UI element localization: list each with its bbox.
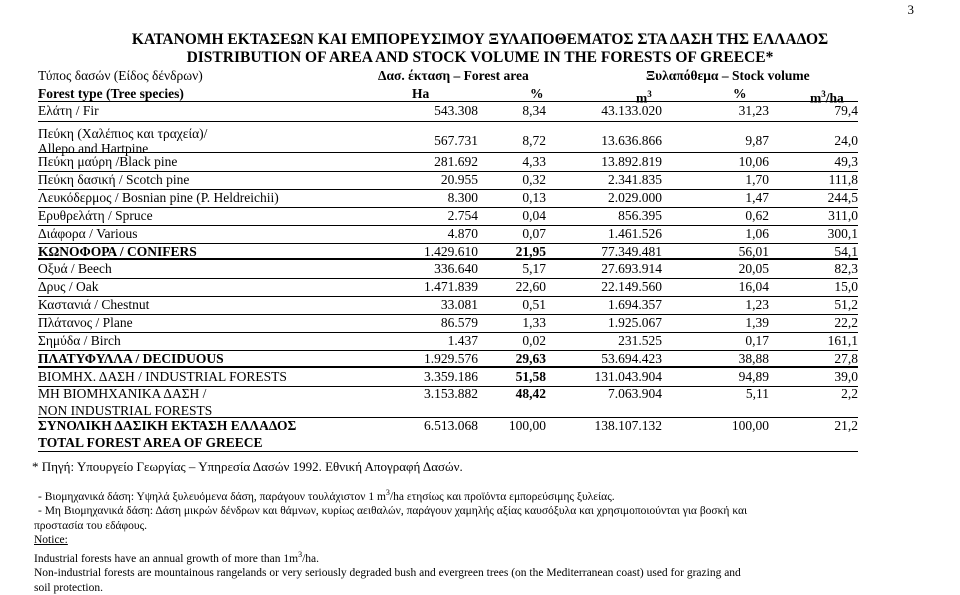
note-nonindustrial-en: Non-industrial forests are mountainous rangelands or very seriously degraded bush and evergreen trees (on the Mediterranean coast) used for grazing and [34, 567, 741, 580]
header-area-label: Δασ. έκταση – Forest area [378, 68, 529, 83]
header-m3ha: $m^3/ha$ [810, 89, 844, 106]
rule-bottom [38, 451, 858, 452]
header-pct2: % [733, 86, 747, 101]
header-type-greek: Τύπος δασών (Είδος δένδρων) [38, 68, 203, 83]
header-stock-label: Ξυλαπόθεμα – Stock volume [646, 68, 810, 83]
header-type-english: Forest type (Tree species) [38, 86, 184, 101]
header-pct1: % [530, 86, 544, 101]
title-english: DISTRIBUTION OF AREA AND STOCK VOLUME IN THE FORESTS OF GREECE* [186, 49, 774, 66]
row-divider [38, 258, 858, 260]
note-nonindustrial-gr: - Μη Βιομηχανικά δάση: Δάση μικρών δένδρων και θάμνων, κυρίως αειθαλών, παράγουν χαμηλής αξίας καυσόξυλα και χρησιμοποιούνται για βοσκή και [38, 505, 748, 518]
header-m3: $m^3$ [636, 89, 652, 106]
title-greek: ΚΑΤΑΝΟΜΗ ΕΚΤΑΣΕΩΝ ΚΑΙ ΕΜΠΟΡΕΥΣΙΜΟΥ ΞΥΛΑΠΟΘΕΜΑΤΟΣ ΣΤΑ ΔΑΣΗ ΤΗΣ ΕΛΛΑΔΟΣ [131, 31, 829, 48]
note-nonindustrial-gr-cont: προστασία του εδάφους. [34, 519, 148, 532]
notice-label: Notice: [34, 534, 68, 547]
notes-block [34, 486, 918, 595]
page-number: 3 [907, 2, 914, 17]
rule-header [38, 101, 858, 102]
row-divider [38, 366, 858, 368]
note-industrial-gr: - Βιομηχανικά δάση: Υψηλά ξυλευόμενα δάση, παράγουν τουλάχιστον 1 $m^3/ha$ ετησίως και προϊόντα εμπορεύσιμης ξυλείας. [38, 488, 615, 503]
note-industrial-en: Industrial forests have an annual growth of more than $1m^3/ha$. [34, 549, 320, 565]
row-divider [38, 152, 858, 153]
row-divider [38, 121, 858, 122]
note-nonindustrial-en-cont: soil protection. [34, 581, 103, 594]
header-ha: Ha [412, 86, 430, 101]
source-note: * Πηγή: Υπουργείο Γεωργίας – Υπηρεσία Δασών 1992. Εθνική Απογραφή Δασών. [32, 459, 463, 474]
